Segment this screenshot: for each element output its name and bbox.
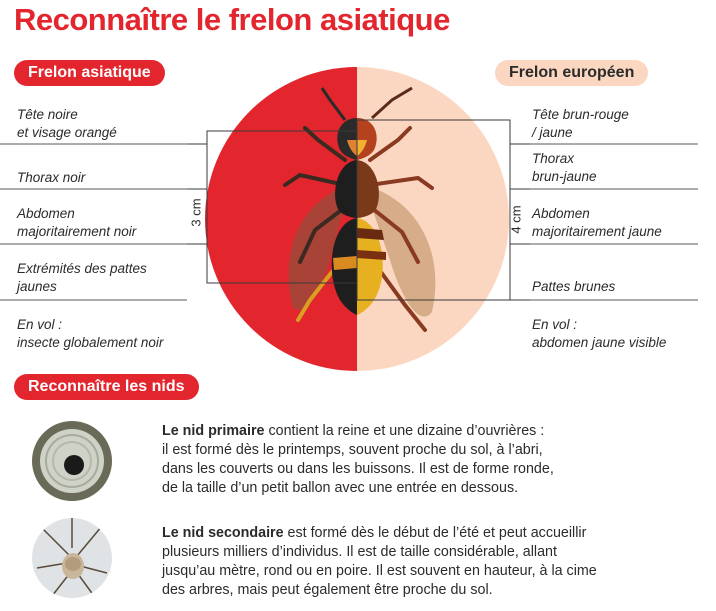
asian-label-abdomen: Abdomen majoritairement noir xyxy=(17,206,137,239)
european-hornet-heading: Frelon européen xyxy=(495,60,648,86)
primary-nest-description: Le nid primaire contient la reine et une dizaine d’ouvrières : il est formé dès le printemps, souvent proche du sol, à l’abri, dans les couverts ou dans les buissons. Il est de forme ronde, de la taille d’un petit ballon avec une entrée en dessous. xyxy=(162,423,554,496)
asian-scale-label: 3 cm xyxy=(188,198,204,227)
european-label-head: Tête brun-rouge / jaune xyxy=(532,107,629,140)
european-scale-label: 4 cm xyxy=(508,205,524,234)
primary-nest-term: Le nid primaire xyxy=(162,423,265,439)
european-label-thorax: Thorax brun-jaune xyxy=(532,151,597,184)
european-label-abdomen: Abdomen majoritairement jaune xyxy=(532,206,662,239)
page-title: Reconnaître le frelon asiatique xyxy=(14,2,450,37)
asian-label-legs: Extrémités des pattes jaunes xyxy=(17,261,147,294)
asian-label-flight: En vol : insecte globalement noir xyxy=(17,317,164,350)
primary-nest-image xyxy=(32,421,112,501)
asian-hornet-heading: Frelon asiatique xyxy=(14,60,165,86)
secondary-nest-image xyxy=(32,518,112,598)
nests-heading: Reconnaître les nids xyxy=(14,374,199,400)
european-label-legs: Pattes brunes xyxy=(532,279,616,294)
secondary-nest-term: Le nid secondaire xyxy=(162,525,284,541)
asian-label-head: Tête noire et visage orangé xyxy=(17,107,117,140)
asian-label-thorax: Thorax noir xyxy=(17,170,86,185)
secondary-nest-description: Le nid secondaire est formé dès le début de l’été et peut accueillir plusieurs milliers d’individus. Il est de taille considérable, allant jusqu’au mètre, rond ou en poire. Il est souvent en hauteur, à la cime des arbres, mais peut également être proche du sol. xyxy=(162,525,597,598)
european-label-flight: En vol : abdomen jaune visible xyxy=(532,317,667,350)
